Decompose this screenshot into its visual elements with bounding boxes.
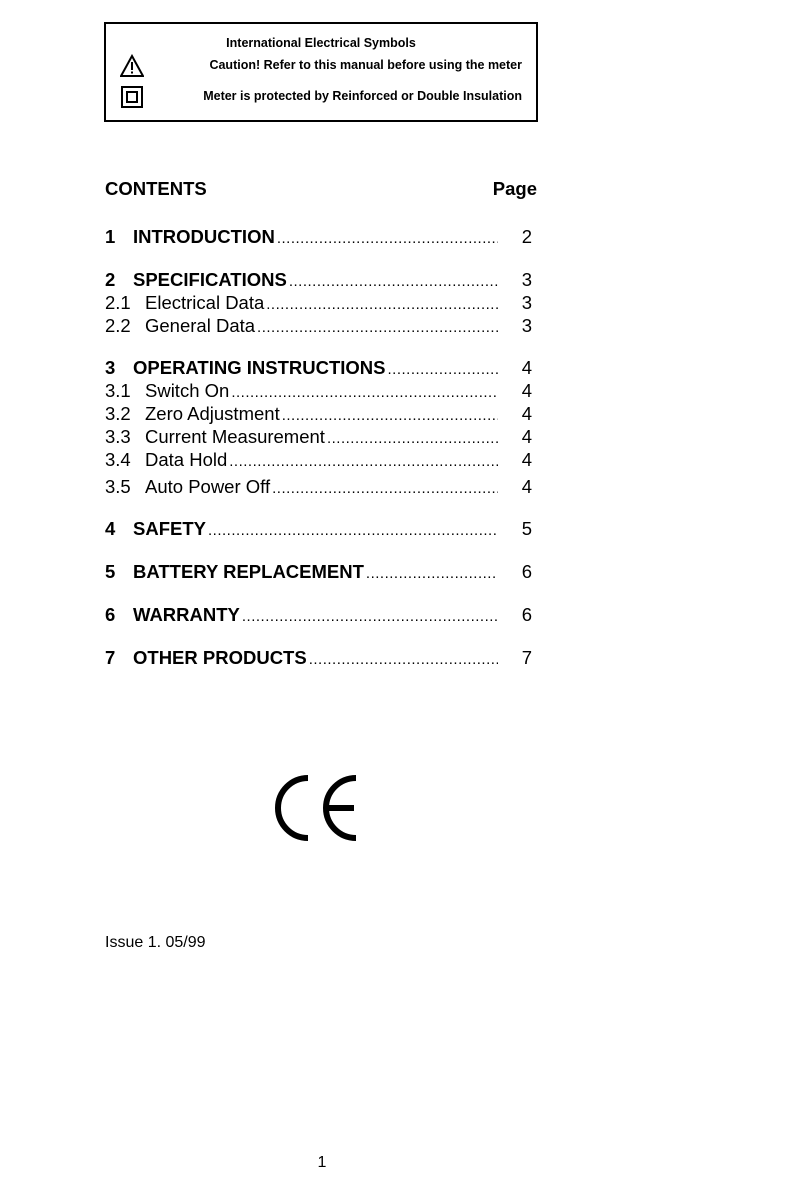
toc-leader xyxy=(282,407,498,424)
toc-entry-safety[interactable] xyxy=(105,518,532,542)
toc-title: General Data xyxy=(145,315,256,336)
toc-entry-switch-on[interactable] xyxy=(105,380,532,404)
toc-title: Zero Adjustment xyxy=(145,403,280,424)
toc-entry-other-products[interactable] xyxy=(105,647,532,671)
toc-page: 5 xyxy=(521,518,532,539)
toc-title: Auto Power Off xyxy=(145,476,271,497)
toc-leader xyxy=(327,430,498,447)
insulation-row xyxy=(106,85,536,109)
toc-leader xyxy=(388,361,499,378)
toc-number: 4 xyxy=(105,518,116,539)
toc-title: BATTERY REPLACEMENT xyxy=(133,561,364,582)
toc-number: 3.5 xyxy=(105,476,131,497)
toc-number: 3.3 xyxy=(105,426,131,447)
toc-page: 3 xyxy=(521,315,532,336)
toc-title: SPECIFICATIONS xyxy=(133,269,287,290)
toc-page: 4 xyxy=(521,403,532,424)
toc-number: 3.1 xyxy=(105,380,131,401)
toc-leader xyxy=(266,296,498,313)
page-heading: Page xyxy=(492,178,537,199)
insulation-text: Meter is protected by Reinforced or Double Insulation xyxy=(203,89,522,103)
toc-page: 3 xyxy=(521,269,532,290)
toc-title: Current Measurement xyxy=(145,426,325,447)
toc-number: 2 xyxy=(105,269,116,290)
warning-triangle-icon xyxy=(120,54,144,78)
page-number: 1 xyxy=(317,1154,327,1171)
toc-leader xyxy=(309,651,498,668)
toc-page: 3 xyxy=(521,292,532,313)
symbols-box xyxy=(104,22,538,122)
issue-date: Issue 1. 05/99 xyxy=(105,934,206,951)
toc-leader xyxy=(289,273,498,290)
toc-leader xyxy=(231,384,498,401)
toc-number: 3.2 xyxy=(105,403,131,424)
symbols-title: International Electrical Symbols xyxy=(226,36,416,50)
toc-entry-electrical-data[interactable] xyxy=(105,292,532,316)
toc-title: OTHER PRODUCTS xyxy=(133,647,307,668)
toc-leader xyxy=(208,522,498,539)
toc-entry-specifications[interactable] xyxy=(105,269,532,293)
toc-entry-introduction[interactable] xyxy=(105,226,532,250)
toc-page: 6 xyxy=(521,604,532,625)
toc-page: 4 xyxy=(521,476,532,497)
toc-entry-zero-adjustment[interactable] xyxy=(105,403,532,427)
toc-title: Electrical Data xyxy=(145,292,265,313)
toc-entry-operating-instructions[interactable] xyxy=(105,357,532,381)
toc-number: 3 xyxy=(105,357,116,378)
toc-entry-current-measurement[interactable] xyxy=(105,426,532,450)
double-insulation-icon xyxy=(120,85,144,109)
contents-heading: CONTENTS xyxy=(105,178,207,199)
toc-entry-data-hold[interactable] xyxy=(105,449,532,473)
caution-text: Caution! Refer to this manual before using the meter xyxy=(209,58,522,72)
toc-page: 2 xyxy=(521,226,532,247)
toc-page: 4 xyxy=(521,380,532,401)
toc-leader xyxy=(257,319,498,336)
toc-page: 4 xyxy=(521,357,532,378)
caution-row xyxy=(106,54,536,78)
toc-number: 5 xyxy=(105,561,116,582)
toc-title: OPERATING INSTRUCTIONS xyxy=(133,357,386,378)
toc-title: Switch On xyxy=(145,380,230,401)
toc-leader xyxy=(242,608,498,625)
toc-number: 2.1 xyxy=(105,292,131,313)
toc-entry-general-data[interactable] xyxy=(105,315,532,339)
toc-number: 7 xyxy=(105,647,116,668)
toc-number: 6 xyxy=(105,604,116,625)
toc-page: 4 xyxy=(521,426,532,447)
toc-leader xyxy=(272,480,498,497)
toc-page: 7 xyxy=(521,647,532,668)
contents-header xyxy=(105,178,537,200)
toc-entry-auto-power-off[interactable] xyxy=(105,476,532,500)
toc-number: 3.4 xyxy=(105,449,131,470)
toc-number: 1 xyxy=(105,226,116,247)
ce-mark-icon xyxy=(270,770,360,846)
toc-page: 6 xyxy=(521,561,532,582)
toc-leader xyxy=(229,453,498,470)
toc-title: INTRODUCTION xyxy=(133,226,275,247)
toc-number: 2.2 xyxy=(105,315,131,336)
toc-entry-warranty[interactable] xyxy=(105,604,532,628)
toc-title: Data Hold xyxy=(145,449,228,470)
toc-leader xyxy=(366,565,498,582)
toc-title: SAFETY xyxy=(133,518,206,539)
toc-page: 4 xyxy=(521,449,532,470)
toc-title: WARRANTY xyxy=(133,604,240,625)
toc-leader xyxy=(277,230,498,247)
toc-entry-battery-replacement[interactable] xyxy=(105,561,532,585)
